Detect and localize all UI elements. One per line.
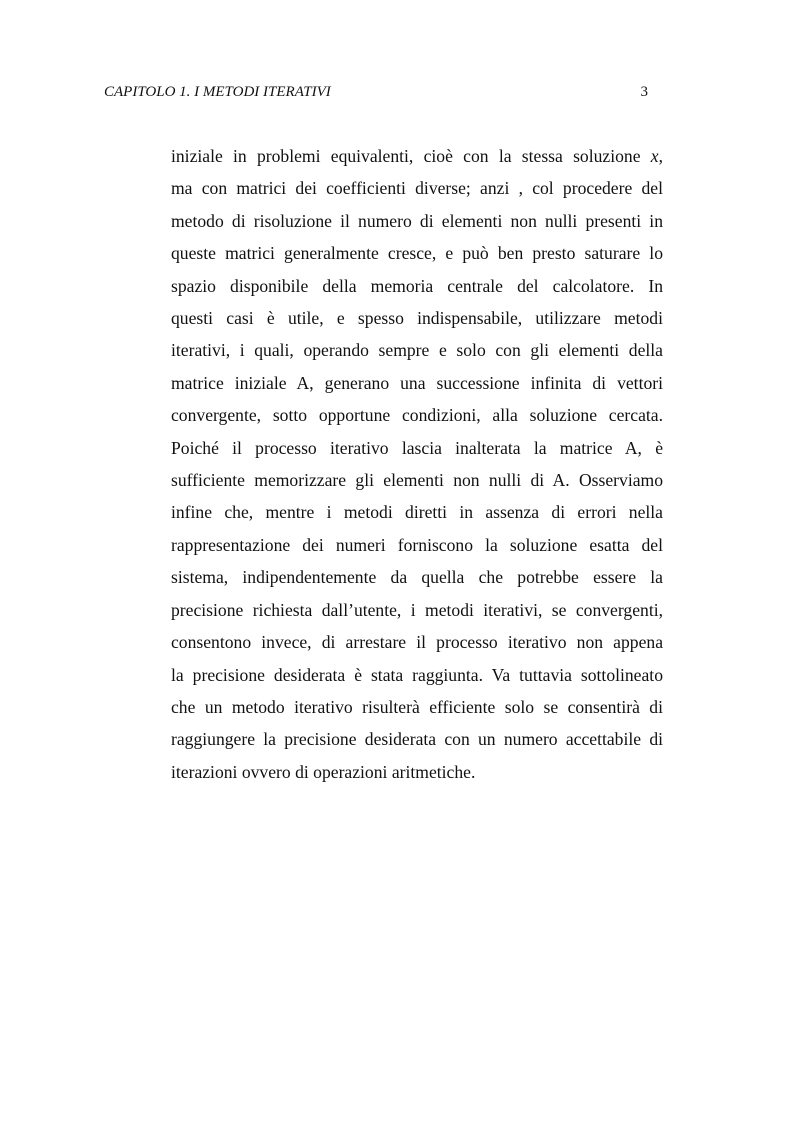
text-line: rappresentazione dei numeri forniscono la soluzione esatta del [171, 534, 663, 555]
text-line: consentono invece, di arrestare il processo iterativo non appena [171, 632, 663, 653]
text-line: matrice iniziale A, generano una successione infinita di vettori [171, 372, 663, 393]
text-line: che un metodo iterativo risulterà efficiente solo se consentirà di [171, 696, 663, 717]
text-line: iterativi, i quali, operando sempre e solo con gli elementi della [171, 340, 663, 361]
text-line [171, 140, 663, 172]
text-line: infine che, mentre i metodi diretti in assenza di errori nella [171, 502, 663, 523]
text-line: ma con matrici dei coefficienti diverse; anzi , col procedere del [171, 178, 663, 199]
text-line: queste matrici generalmente cresce, e può ben presto saturare lo [171, 243, 663, 264]
math-variable: x [650, 146, 659, 166]
text-line: iterazioni ovvero di operazioni aritmetiche. [171, 761, 476, 782]
text-line: sistema, indipendentemente da quella che potrebbe essere la [171, 567, 663, 588]
text-line: precisione richiesta dall’utente, i metodi iterativi, se convergenti, [171, 599, 663, 620]
text-line: spazio disponibile della memoria centrale del calcolatore. In [171, 275, 663, 296]
text-line-segment: iniziale in problemi equivalenti, cioè con la stessa soluzione [171, 146, 651, 166]
body-paragraph [171, 140, 663, 788]
text-line: raggiungere la precisione desiderata con un numero accettabile di [171, 729, 663, 750]
text-line: convergente, sotto opportune condizioni, alla soluzione cercata. [171, 405, 663, 426]
running-header [104, 82, 652, 102]
text-line: metodo di risoluzione il numero di elementi non nulli presenti in [171, 210, 663, 231]
punctuation: , [658, 146, 663, 166]
page-number: 3 [640, 84, 648, 100]
chapter-title: CAPITOLO 1. I METODI ITERATIVI [104, 84, 331, 100]
text-line: la precisione desiderata è stata raggiunta. Va tuttavia sottolineato [171, 664, 663, 685]
text-line: questi casi è utile, e spesso indispensabile, utilizzare metodi [171, 308, 663, 329]
text-line: sufficiente memorizzare gli elementi non nulli di A. Osserviamo [171, 470, 663, 491]
text-line: Poiché il processo iterativo lascia inalterata la matrice A, è [171, 437, 663, 458]
